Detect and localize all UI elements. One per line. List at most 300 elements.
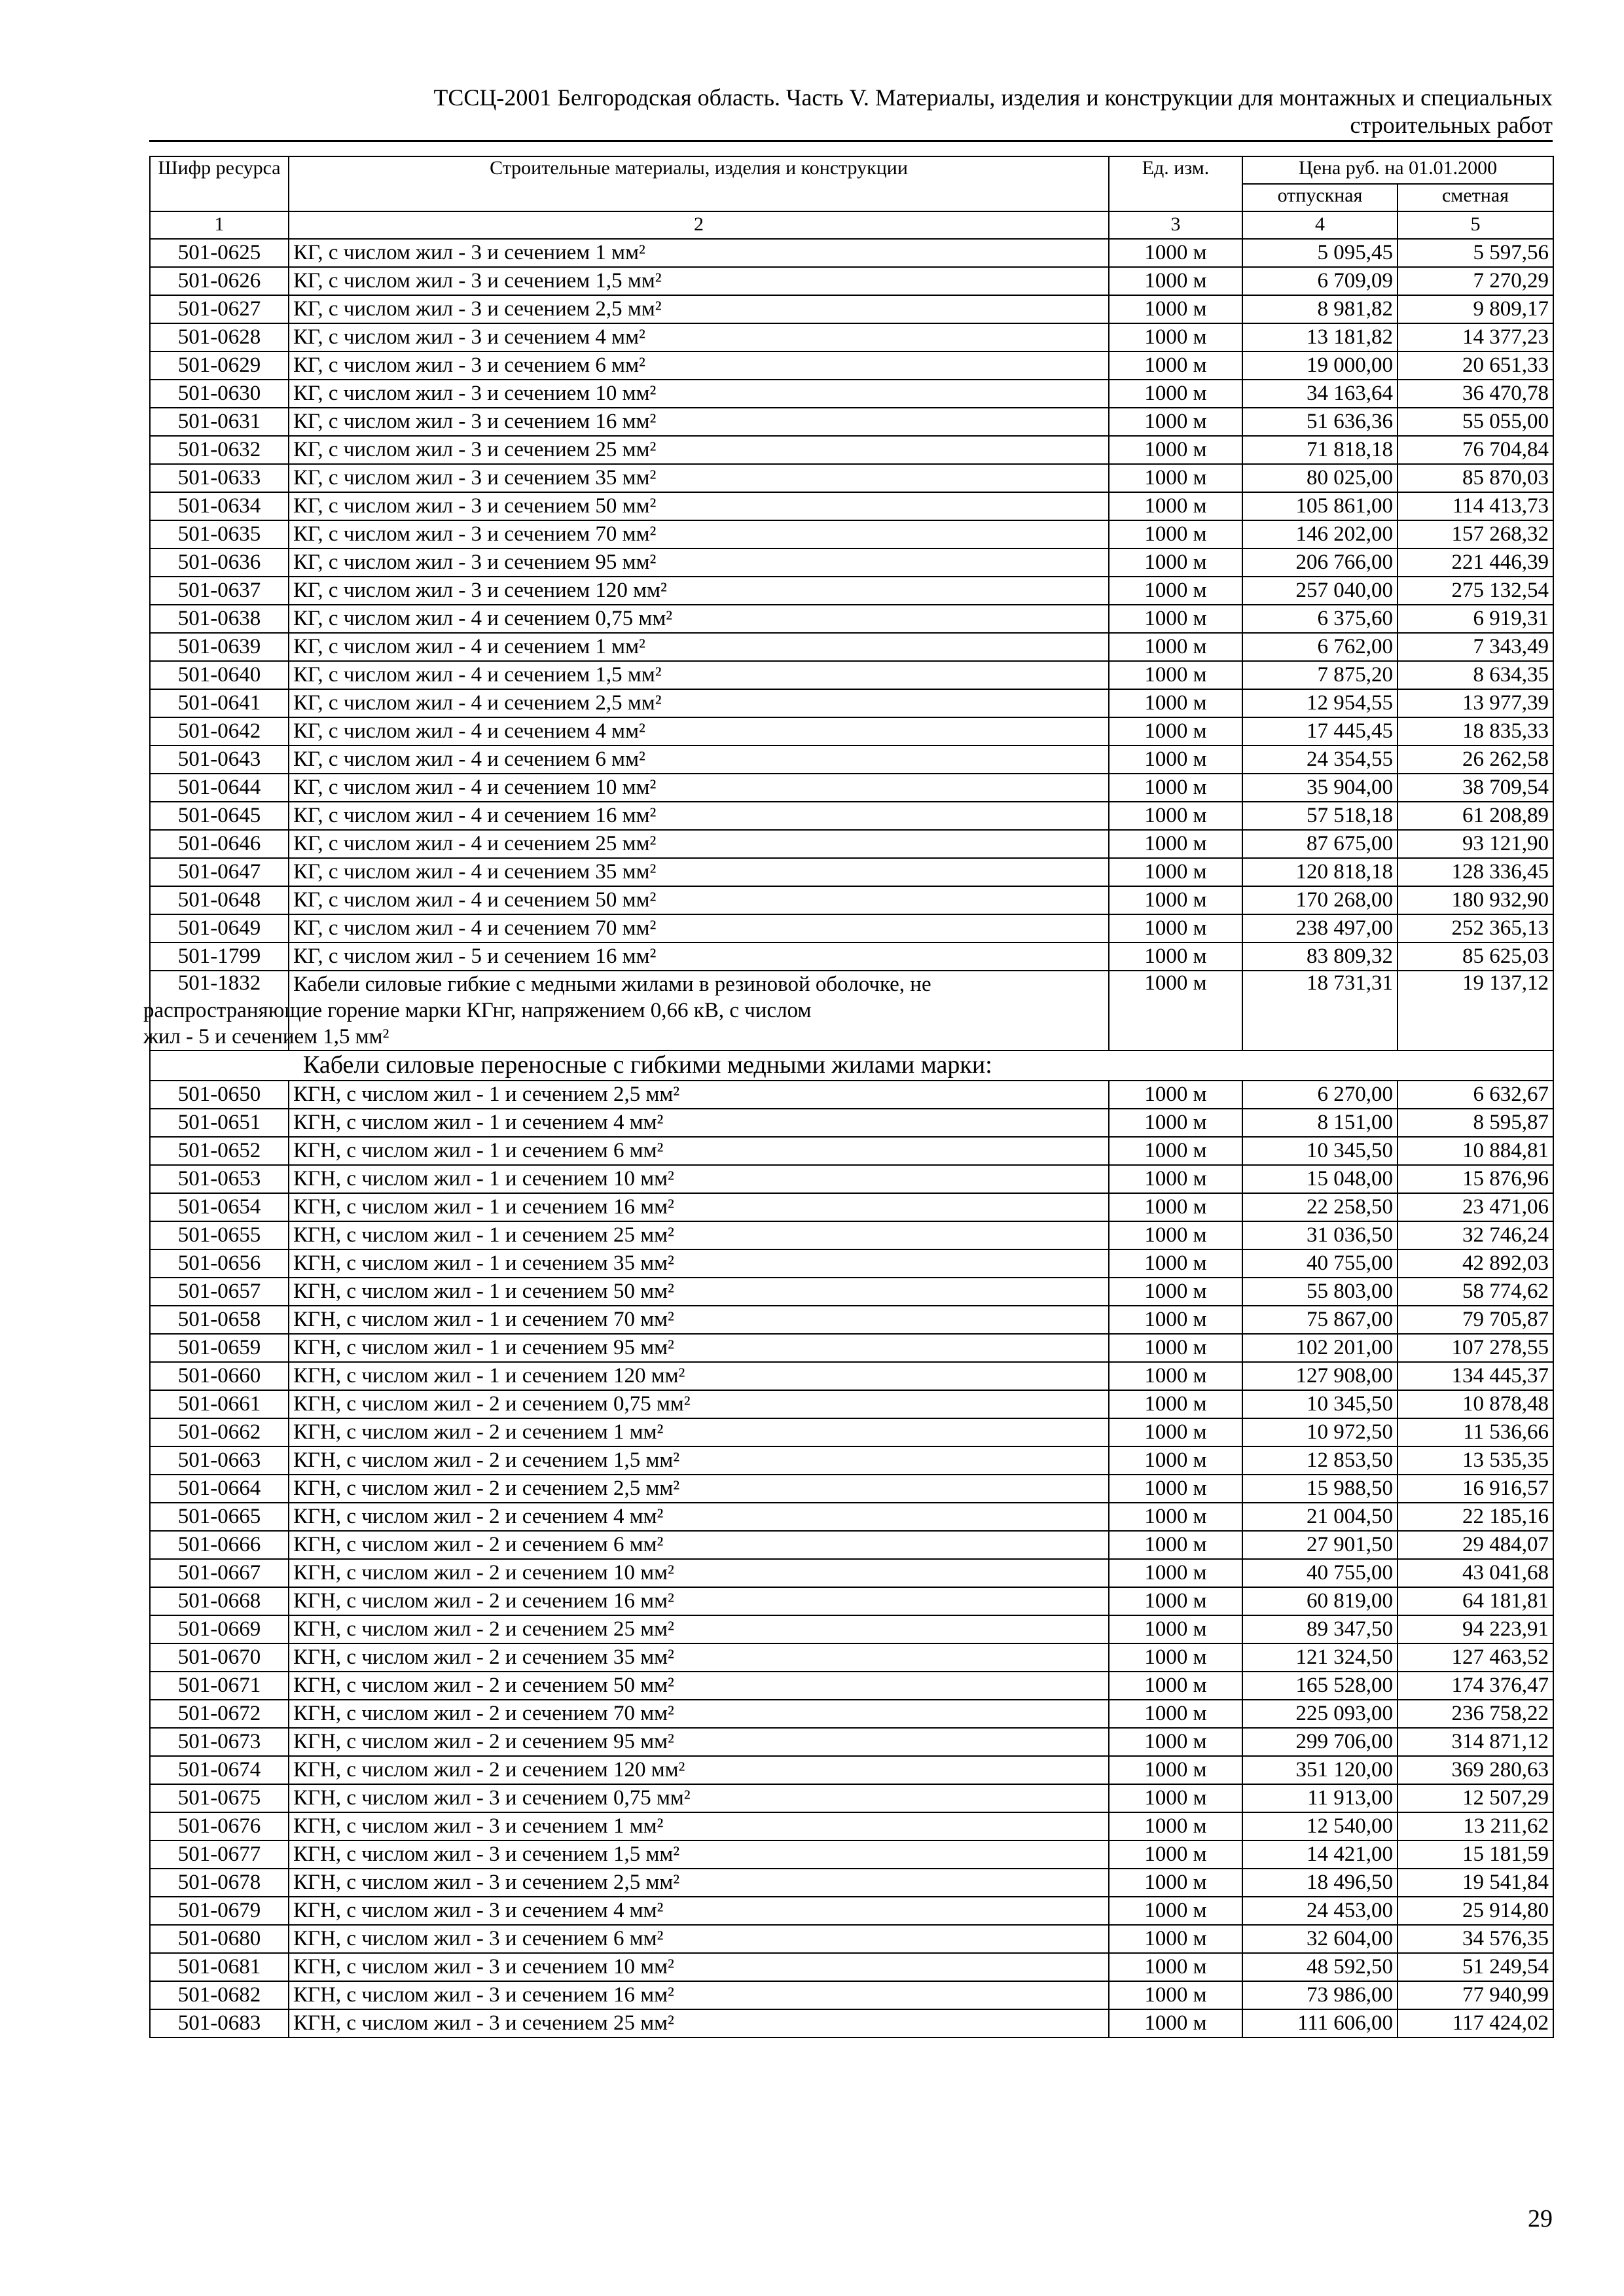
estimate-price: 5 597,56	[1398, 239, 1553, 267]
material-name: КГН, с числом жил - 3 и сечением 10 мм²	[289, 1953, 1109, 1981]
unit: 1000 м	[1109, 1672, 1242, 1700]
unit: 1000 м	[1109, 661, 1242, 689]
release-price: 57 518,18	[1242, 802, 1398, 830]
release-price: 10 345,50	[1242, 1137, 1398, 1165]
estimate-price: 22 185,16	[1398, 1503, 1553, 1531]
release-price: 299 706,00	[1242, 1728, 1398, 1756]
release-price: 51 636,36	[1242, 408, 1398, 436]
unit: 1000 м	[1109, 1278, 1242, 1306]
material-name: КГ, с числом жил - 5 и сечением 16 мм²	[289, 942, 1109, 971]
material-name: КГ, с числом жил - 4 и сечением 10 мм²	[289, 774, 1109, 802]
release-price: 6 709,09	[1242, 267, 1398, 295]
estimate-price: 8 634,35	[1398, 661, 1553, 689]
release-price: 40 755,00	[1242, 1559, 1398, 1587]
estimate-price: 252 365,13	[1398, 914, 1553, 942]
resource-code: 501-0643	[150, 745, 289, 774]
material-name: КГН, с числом жил - 3 и сечением 2,5 мм²	[289, 1869, 1109, 1897]
column-number: 3	[1109, 211, 1242, 239]
table-row	[150, 1784, 1553, 1812]
estimate-price: 38 709,54	[1398, 774, 1553, 802]
estimate-price: 127 463,52	[1398, 1643, 1553, 1672]
resource-code: 501-0671	[150, 1672, 289, 1700]
resource-code: 501-0626	[150, 267, 289, 295]
resource-code: 501-0639	[150, 633, 289, 661]
material-name: КГН, с числом жил - 1 и сечением 95 мм²	[289, 1334, 1109, 1362]
resource-code: 501-0642	[150, 717, 289, 745]
material-name: КГ, с числом жил - 4 и сечением 70 мм²	[289, 914, 1109, 942]
material-name: КГН, с числом жил - 1 и сечением 35 мм²	[289, 1249, 1109, 1278]
material-name: КГН, с числом жил - 3 и сечением 16 мм²	[289, 1981, 1109, 2009]
material-name: КГ, с числом жил - 3 и сечением 1 мм²	[289, 239, 1109, 267]
unit: 1000 м	[1109, 858, 1242, 886]
material-name: КГН, с числом жил - 2 и сечением 0,75 мм²	[289, 1390, 1109, 1418]
table-row	[150, 1728, 1553, 1756]
unit: 1000 м	[1109, 1897, 1242, 1925]
resource-code: 501-0646	[150, 830, 289, 858]
unit: 1000 м	[1109, 914, 1242, 942]
unit: 1000 м	[1109, 1109, 1242, 1137]
unit: 1000 м	[1109, 1812, 1242, 1840]
material-name: КГН, с числом жил - 2 и сечением 1,5 мм²	[289, 1446, 1109, 1475]
release-price: 18 731,31	[1242, 971, 1398, 1050]
resource-code: 501-0641	[150, 689, 289, 717]
table-row	[150, 492, 1553, 520]
table-row	[150, 1700, 1553, 1728]
unit: 1000 м	[1109, 492, 1242, 520]
release-price: 55 803,00	[1242, 1278, 1398, 1306]
table-row-multiline	[150, 971, 1553, 1050]
material-name: КГН, с числом жил - 2 и сечением 35 мм²	[289, 1643, 1109, 1672]
release-price: 75 867,00	[1242, 1306, 1398, 1334]
table-row	[150, 1897, 1553, 1925]
unit: 1000 м	[1109, 1249, 1242, 1278]
resource-code: 501-0677	[150, 1840, 289, 1869]
estimate-price: 180 932,90	[1398, 886, 1553, 914]
unit: 1000 м	[1109, 802, 1242, 830]
release-price: 5 095,45	[1242, 239, 1398, 267]
resource-code: 501-0675	[150, 1784, 289, 1812]
release-price: 8 981,82	[1242, 295, 1398, 323]
release-price: 21 004,50	[1242, 1503, 1398, 1531]
unit: 1000 м	[1109, 295, 1242, 323]
release-price: 83 809,32	[1242, 942, 1398, 971]
table-row	[150, 1869, 1553, 1897]
unit: 1000 м	[1109, 1390, 1242, 1418]
release-price: 10 972,50	[1242, 1418, 1398, 1446]
resource-code: 501-0667	[150, 1559, 289, 1587]
resource-code: 501-1832	[150, 971, 289, 1050]
material-name: КГН, с числом жил - 2 и сечением 6 мм²	[289, 1531, 1109, 1559]
unit: 1000 м	[1109, 605, 1242, 633]
release-price: 22 258,50	[1242, 1193, 1398, 1221]
table-row	[150, 1925, 1553, 1953]
table-row	[150, 1475, 1553, 1503]
material-name: КГ, с числом жил - 3 и сечением 1,5 мм²	[289, 267, 1109, 295]
estimate-price: 10 878,48	[1398, 1390, 1553, 1418]
page-number: 29	[1528, 2205, 1553, 2233]
table-row	[150, 239, 1553, 267]
resource-code: 501-0625	[150, 239, 289, 267]
release-price: 60 819,00	[1242, 1587, 1398, 1615]
col-header-price: Цена руб. на 01.01.2000	[1242, 156, 1553, 184]
estimate-price: 85 870,03	[1398, 464, 1553, 492]
table-row	[150, 1362, 1553, 1390]
material-name: КГ, с числом жил - 4 и сечением 1 мм²	[289, 633, 1109, 661]
estimate-price: 275 132,54	[1398, 577, 1553, 605]
col-header-code: Шифр ресурса	[150, 156, 289, 211]
resource-code: 501-0683	[150, 2009, 289, 2037]
table-row	[150, 745, 1553, 774]
estimate-price: 128 336,45	[1398, 858, 1553, 886]
estimate-price: 32 746,24	[1398, 1221, 1553, 1249]
release-price: 351 120,00	[1242, 1756, 1398, 1784]
table-row	[150, 1672, 1553, 1700]
estimate-price: 114 413,73	[1398, 492, 1553, 520]
release-price: 10 345,50	[1242, 1390, 1398, 1418]
estimate-price: 7 270,29	[1398, 267, 1553, 295]
unit: 1000 м	[1109, 548, 1242, 577]
estimate-price: 77 940,99	[1398, 1981, 1553, 2009]
material-name: КГ, с числом жил - 4 и сечением 35 мм²	[289, 858, 1109, 886]
page-header	[149, 84, 1553, 142]
table-row	[150, 717, 1553, 745]
resource-code: 501-0673	[150, 1728, 289, 1756]
unit: 1000 м	[1109, 1925, 1242, 1953]
unit: 1000 м	[1109, 1165, 1242, 1193]
estimate-price: 14 377,23	[1398, 323, 1553, 351]
material-name: КГ, с числом жил - 3 и сечением 2,5 мм²	[289, 295, 1109, 323]
release-price: 19 000,00	[1242, 351, 1398, 380]
unit: 1000 м	[1109, 689, 1242, 717]
resource-code: 501-0631	[150, 408, 289, 436]
table-row	[150, 1446, 1553, 1475]
release-price: 120 818,18	[1242, 858, 1398, 886]
table-row	[150, 1418, 1553, 1446]
table-row	[150, 830, 1553, 858]
material-name: КГН, с числом жил - 1 и сечением 16 мм²	[289, 1193, 1109, 1221]
unit: 1000 м	[1109, 464, 1242, 492]
resource-code: 501-0676	[150, 1812, 289, 1840]
release-price: 206 766,00	[1242, 548, 1398, 577]
table-row	[150, 351, 1553, 380]
unit: 1000 м	[1109, 436, 1242, 464]
material-name: КГ, с числом жил - 4 и сечением 4 мм²	[289, 717, 1109, 745]
release-price: 105 861,00	[1242, 492, 1398, 520]
material-name: КГН, с числом жил - 3 и сечением 1,5 мм²	[289, 1840, 1109, 1869]
resource-code: 501-0665	[150, 1503, 289, 1531]
resource-code: 501-0680	[150, 1925, 289, 1953]
release-price: 11 913,00	[1242, 1784, 1398, 1812]
material-name: КГН, с числом жил - 1 и сечением 10 мм²	[289, 1165, 1109, 1193]
estimate-price: 36 470,78	[1398, 380, 1553, 408]
material-name: КГ, с числом жил - 4 и сечением 1,5 мм²	[289, 661, 1109, 689]
material-name: КГН, с числом жил - 2 и сечением 10 мм²	[289, 1559, 1109, 1587]
resource-code: 501-0645	[150, 802, 289, 830]
estimate-price: 93 121,90	[1398, 830, 1553, 858]
unit: 1000 м	[1109, 1137, 1242, 1165]
unit: 1000 м	[1109, 1756, 1242, 1784]
unit: 1000 м	[1109, 1446, 1242, 1475]
table-row	[150, 520, 1553, 548]
table-row	[150, 1109, 1553, 1137]
resource-code: 501-0668	[150, 1587, 289, 1615]
resource-code: 501-0629	[150, 351, 289, 380]
unit: 1000 м	[1109, 633, 1242, 661]
release-price: 225 093,00	[1242, 1700, 1398, 1728]
resource-code: 501-0661	[150, 1390, 289, 1418]
unit: 1000 м	[1109, 408, 1242, 436]
table-row	[150, 1981, 1553, 2009]
resource-code: 501-0635	[150, 520, 289, 548]
estimate-price: 42 892,03	[1398, 1249, 1553, 1278]
table-row	[150, 1334, 1553, 1362]
resource-code: 501-0653	[150, 1165, 289, 1193]
resource-code: 501-0674	[150, 1756, 289, 1784]
material-name: КГН, с числом жил - 2 и сечением 16 мм²	[289, 1587, 1109, 1615]
table-row	[150, 1503, 1553, 1531]
estimate-price: 16 916,57	[1398, 1475, 1553, 1503]
table-row	[150, 633, 1553, 661]
material-name: КГ, с числом жил - 3 и сечением 4 мм²	[289, 323, 1109, 351]
material-name: КГН, с числом жил - 2 и сечением 50 мм²	[289, 1672, 1109, 1700]
unit: 1000 м	[1109, 1953, 1242, 1981]
table-row	[150, 1165, 1553, 1193]
material-name: КГН, с числом жил - 3 и сечением 4 мм²	[289, 1897, 1109, 1925]
table-row	[150, 2009, 1553, 2037]
resource-code: 501-0649	[150, 914, 289, 942]
release-price: 238 497,00	[1242, 914, 1398, 942]
section-title: Кабели силовые переносные с гибкими медными жилами марки:	[150, 1050, 1553, 1081]
unit: 1000 м	[1109, 239, 1242, 267]
resource-code: 501-0666	[150, 1531, 289, 1559]
release-price: 35 904,00	[1242, 774, 1398, 802]
resource-code: 501-0654	[150, 1193, 289, 1221]
unit: 1000 м	[1109, 1700, 1242, 1728]
resource-code: 501-0672	[150, 1700, 289, 1728]
column-number: 4	[1242, 211, 1398, 239]
release-price: 127 908,00	[1242, 1362, 1398, 1390]
material-name: КГ, с числом жил - 3 и сечением 35 мм²	[289, 464, 1109, 492]
release-price: 48 592,50	[1242, 1953, 1398, 1981]
resource-code: 501-0656	[150, 1249, 289, 1278]
material-name: КГ, с числом жил - 3 и сечением 10 мм²	[289, 380, 1109, 408]
table-row	[150, 1306, 1553, 1334]
estimate-price: 11 536,66	[1398, 1418, 1553, 1446]
material-name: КГН, с числом жил - 1 и сечением 70 мм²	[289, 1306, 1109, 1334]
table-row	[150, 577, 1553, 605]
resource-code: 501-0660	[150, 1362, 289, 1390]
material-name: КГН, с числом жил - 2 и сечением 4 мм²	[289, 1503, 1109, 1531]
material-name: КГН, с числом жил - 2 и сечением 25 мм²	[289, 1615, 1109, 1643]
resource-code: 501-0670	[150, 1643, 289, 1672]
table-row	[150, 1081, 1553, 1109]
table-row	[150, 886, 1553, 914]
release-price: 73 986,00	[1242, 1981, 1398, 2009]
unit: 1000 м	[1109, 1728, 1242, 1756]
estimate-price: 34 576,35	[1398, 1925, 1553, 1953]
unit: 1000 м	[1109, 1784, 1242, 1812]
material-name: КГ, с числом жил - 4 и сечением 16 мм²	[289, 802, 1109, 830]
unit: 1000 м	[1109, 351, 1242, 380]
table-row	[150, 1221, 1553, 1249]
material-name: КГН, с числом жил - 2 и сечением 95 мм²	[289, 1728, 1109, 1756]
table-row	[150, 1953, 1553, 1981]
estimate-price: 8 595,87	[1398, 1109, 1553, 1137]
material-name: КГН, с числом жил - 2 и сечением 70 мм²	[289, 1700, 1109, 1728]
resource-code: 501-0664	[150, 1475, 289, 1503]
estimate-price: 13 977,39	[1398, 689, 1553, 717]
release-price: 146 202,00	[1242, 520, 1398, 548]
resource-code: 501-0669	[150, 1615, 289, 1643]
material-name: КГ, с числом жил - 3 и сечением 16 мм²	[289, 408, 1109, 436]
material-name: КГН, с числом жил - 1 и сечением 2,5 мм²	[289, 1081, 1109, 1109]
unit: 1000 м	[1109, 577, 1242, 605]
resource-code: 501-0634	[150, 492, 289, 520]
estimate-price: 25 914,80	[1398, 1897, 1553, 1925]
unit: 1000 м	[1109, 717, 1242, 745]
table-row	[150, 661, 1553, 689]
unit: 1000 м	[1109, 1334, 1242, 1362]
unit: 1000 м	[1109, 1221, 1242, 1249]
table-row	[150, 605, 1553, 633]
header-title-line2: строительных работ	[1350, 112, 1553, 138]
resource-code: 501-0678	[150, 1869, 289, 1897]
estimate-price: 221 446,39	[1398, 548, 1553, 577]
table-row	[150, 436, 1553, 464]
release-price: 15 048,00	[1242, 1165, 1398, 1193]
resource-code: 501-0650	[150, 1081, 289, 1109]
unit: 1000 м	[1109, 1587, 1242, 1615]
resource-code: 501-0681	[150, 1953, 289, 1981]
table-row	[150, 548, 1553, 577]
material-name: КГН, с числом жил - 1 и сечением 120 мм²	[289, 1362, 1109, 1390]
resource-code: 501-0632	[150, 436, 289, 464]
release-price: 14 421,00	[1242, 1840, 1398, 1869]
table-row	[150, 942, 1553, 971]
resource-code: 501-0658	[150, 1306, 289, 1334]
resource-code: 501-0627	[150, 295, 289, 323]
release-price: 12 954,55	[1242, 689, 1398, 717]
release-price: 31 036,50	[1242, 1221, 1398, 1249]
resource-code: 501-0628	[150, 323, 289, 351]
estimate-price: 10 884,81	[1398, 1137, 1553, 1165]
release-price: 8 151,00	[1242, 1109, 1398, 1137]
unit: 1000 м	[1109, 380, 1242, 408]
resource-code: 501-0662	[150, 1418, 289, 1446]
resource-code: 501-0647	[150, 858, 289, 886]
estimate-price: 19 137,12	[1398, 971, 1553, 1050]
unit: 1000 м	[1109, 745, 1242, 774]
resource-code: 501-0636	[150, 548, 289, 577]
estimate-price: 7 343,49	[1398, 633, 1553, 661]
unit: 1000 м	[1109, 1362, 1242, 1390]
resource-code: 501-0657	[150, 1278, 289, 1306]
estimate-price: 15 876,96	[1398, 1165, 1553, 1193]
estimate-price: 20 651,33	[1398, 351, 1553, 380]
material-name: КГ, с числом жил - 3 и сечением 70 мм²	[289, 520, 1109, 548]
estimate-price: 94 223,91	[1398, 1615, 1553, 1643]
resource-code: 501-0633	[150, 464, 289, 492]
table-row	[150, 914, 1553, 942]
material-name: КГН, с числом жил - 2 и сечением 120 мм²	[289, 1756, 1109, 1784]
release-price: 170 268,00	[1242, 886, 1398, 914]
release-price: 102 201,00	[1242, 1334, 1398, 1362]
material-name: КГН, с числом жил - 1 и сечением 4 мм²	[289, 1109, 1109, 1137]
material-name: КГ, с числом жил - 4 и сечением 25 мм²	[289, 830, 1109, 858]
estimate-price: 134 445,37	[1398, 1362, 1553, 1390]
material-name: КГН, с числом жил - 1 и сечением 6 мм²	[289, 1137, 1109, 1165]
table-row	[150, 1756, 1553, 1784]
table-row	[150, 802, 1553, 830]
column-number: 1	[150, 211, 289, 239]
estimate-price: 51 249,54	[1398, 1953, 1553, 1981]
release-price: 13 181,82	[1242, 323, 1398, 351]
price-table	[143, 156, 1554, 2038]
material-name: КГ, с числом жил - 3 и сечением 120 мм²	[289, 577, 1109, 605]
table-row	[150, 323, 1553, 351]
unit: 1000 м	[1109, 1418, 1242, 1446]
material-name: КГН, с числом жил - 1 и сечением 50 мм²	[289, 1278, 1109, 1306]
material-name-line: Кабели силовые гибкие с медными жилами в резиновой оболочке, не	[293, 973, 931, 996]
estimate-price: 107 278,55	[1398, 1334, 1553, 1362]
table-row	[150, 1137, 1553, 1165]
table-row	[150, 295, 1553, 323]
unit: 1000 м	[1109, 1475, 1242, 1503]
material-name: КГ, с числом жил - 3 и сечением 6 мм²	[289, 351, 1109, 380]
unit: 1000 м	[1109, 1869, 1242, 1897]
release-price: 89 347,50	[1242, 1615, 1398, 1643]
material-name-line: жил - 5 и сечением 1,5 мм²	[143, 1025, 389, 1049]
release-price: 32 604,00	[1242, 1925, 1398, 1953]
release-price: 6 270,00	[1242, 1081, 1398, 1109]
estimate-price: 15 181,59	[1398, 1840, 1553, 1869]
release-price: 6 762,00	[1242, 633, 1398, 661]
col-header-unit: Ед. изм.	[1109, 156, 1242, 211]
table-row	[150, 408, 1553, 436]
release-price: 257 040,00	[1242, 577, 1398, 605]
release-price: 12 853,50	[1242, 1446, 1398, 1475]
table-row	[150, 1390, 1553, 1418]
unit: 1000 м	[1109, 774, 1242, 802]
estimate-price: 26 262,58	[1398, 745, 1553, 774]
unit: 1000 м	[1109, 1559, 1242, 1587]
release-price: 34 163,64	[1242, 380, 1398, 408]
estimate-price: 314 871,12	[1398, 1728, 1553, 1756]
section-row	[150, 1050, 1553, 1081]
material-name: КГН, с числом жил - 3 и сечением 0,75 мм²	[289, 1784, 1109, 1812]
release-price: 17 445,45	[1242, 717, 1398, 745]
material-name: КГ, с числом жил - 4 и сечением 0,75 мм²	[289, 605, 1109, 633]
estimate-price: 23 471,06	[1398, 1193, 1553, 1221]
col-header-release: отпускная	[1242, 184, 1398, 211]
release-price: 18 496,50	[1242, 1869, 1398, 1897]
unit: 1000 м	[1109, 942, 1242, 971]
column-number: 5	[1398, 211, 1553, 239]
resource-code: 501-0630	[150, 380, 289, 408]
table-row	[150, 1643, 1553, 1672]
col-header-estimate: сметная	[1398, 184, 1553, 211]
table-row	[150, 1278, 1553, 1306]
table-row	[150, 858, 1553, 886]
table-row	[150, 1840, 1553, 1869]
resource-code: 501-0655	[150, 1221, 289, 1249]
col-header-name: Строительные материалы, изделия и конструкции	[289, 156, 1109, 211]
resource-code: 501-0679	[150, 1897, 289, 1925]
estimate-price: 12 507,29	[1398, 1784, 1553, 1812]
resource-code: 501-0640	[150, 661, 289, 689]
unit: 1000 м	[1109, 1081, 1242, 1109]
header-rule	[149, 140, 1553, 142]
